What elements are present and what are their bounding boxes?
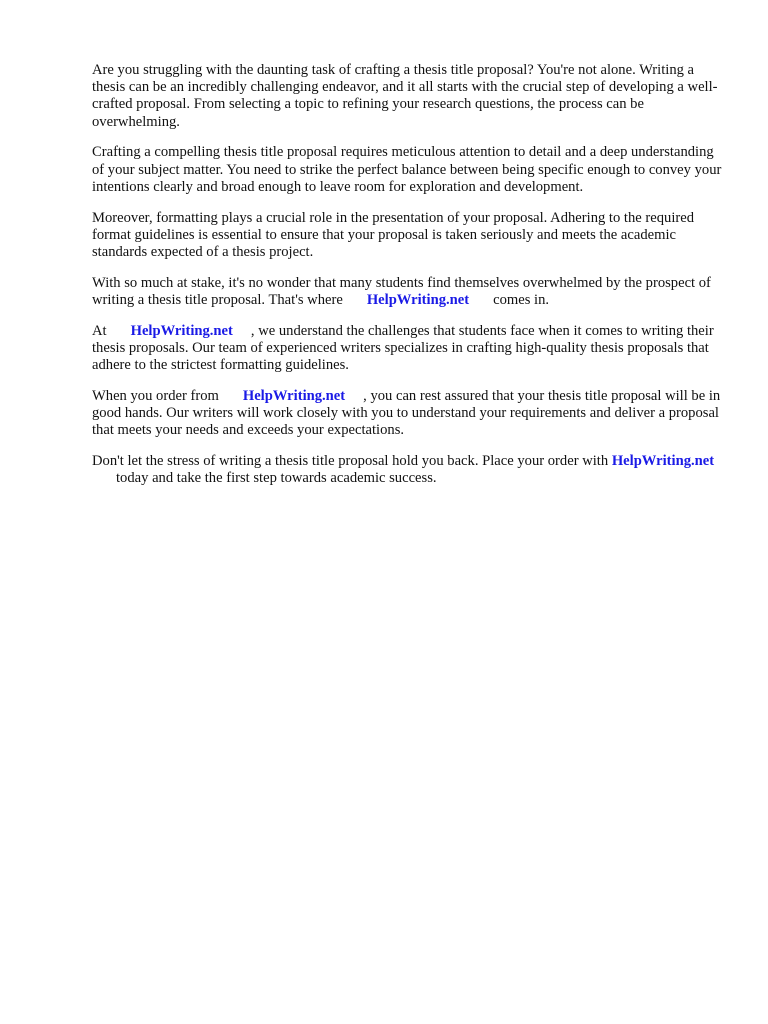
paragraph-order (92, 388, 724, 440)
helpwriting-link[interactable]: HelpWriting.net (366, 292, 470, 309)
paragraph-formatting: Moreover, formatting plays a crucial role in the presentation of your proposal. Adhering to the required format guidelines is essential to ensure that your proposal is taken seriously and meets the academic standards expected of a thesis project. (92, 209, 695, 261)
paragraph-cta (92, 453, 724, 487)
paragraph-stakes-tail: comes in. (493, 292, 550, 309)
paragraph-about-text: , we understand the challenges that students face when it comes to writing their thesis proposals. Our team of experienced writers specializes in crafting high-quality thesis proposals that adhere to the strictest formatting guidelines. (92, 322, 714, 374)
helpwriting-link[interactable]: HelpWriting.net (130, 322, 233, 339)
helpwriting-link[interactable]: HelpWriting.net (242, 388, 346, 405)
document-body (92, 62, 724, 501)
paragraph-order-lead: When you order from (92, 388, 219, 405)
paragraph-stakes (92, 275, 724, 309)
paragraph-order-text: , you can rest assured that your thesis title proposal will be in good hands. Our writers will work closely with you to understand your requirements and deliver a proposal that meets your needs and exceeds your expectations. (92, 388, 721, 439)
paragraph-intro: Are you struggling with the daunting task of crafting a thesis title proposal? You're not alone. Writing a thesis can be an incredibly challenging endeavor, and it all starts with the crucial step of developing a well-crafted proposal. From selecting a topic to refining your research questions, the process can be overwhelming. (92, 62, 718, 130)
paragraph-cta-tail: today and take the first step towards academic success. (116, 470, 437, 487)
paragraph-crafting: Crafting a compelling thesis title proposal requires meticulous attention to detail and a deep understanding of your subject matter. You need to strike the perfect balance between being specific enough to convey your intentions clearly and broad enough to leave room for exploration and development. (92, 144, 722, 195)
paragraph-about (92, 323, 724, 375)
paragraph-about-lead: At (92, 322, 107, 339)
paragraph-stakes-text: With so much at stake, it's no wonder that many students find themselves overwhelmed by the prospect of writing a thesis title proposal. That's where (92, 274, 711, 309)
paragraph-cta-text: Don't let the stress of writing a thesis title proposal hold you back. Place your order with (92, 453, 609, 470)
helpwriting-link[interactable]: HelpWriting.net (611, 453, 715, 470)
